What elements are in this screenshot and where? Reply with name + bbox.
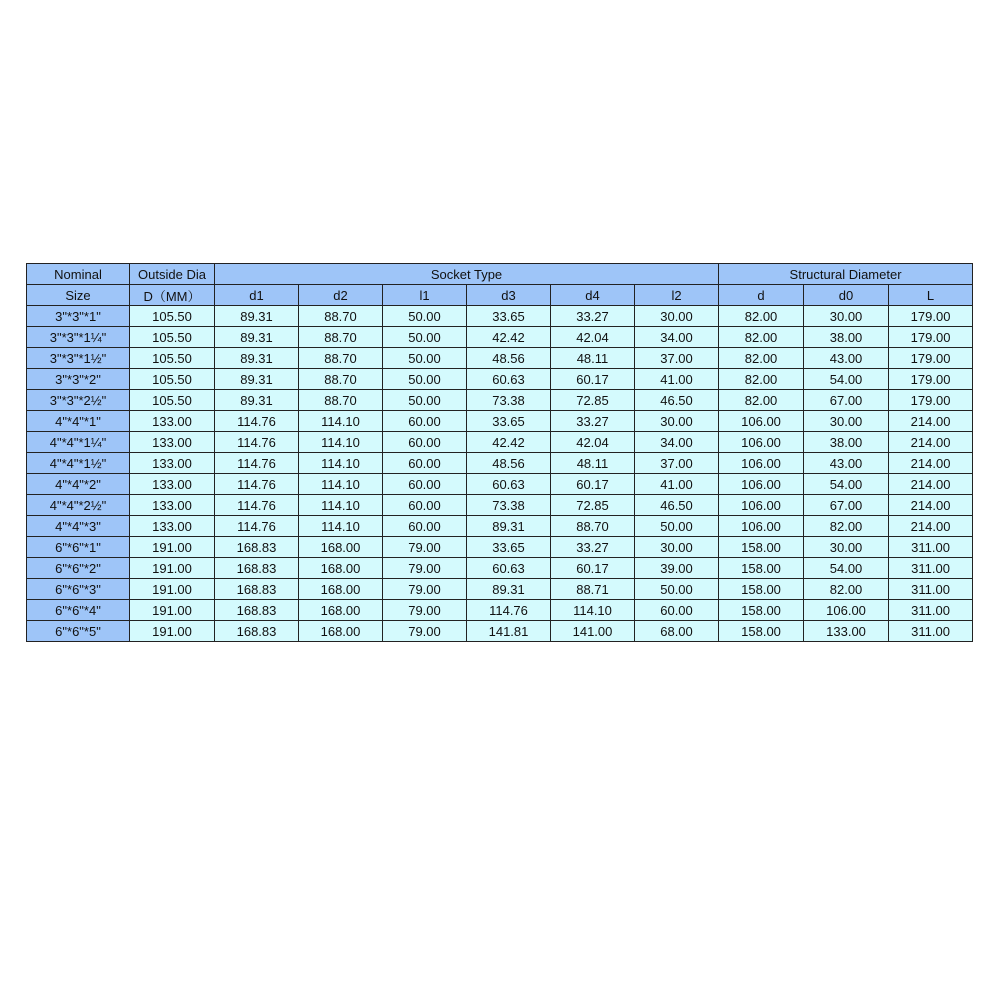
cell-l2: 34.00: [635, 327, 719, 348]
cell-d3: 73.38: [467, 495, 551, 516]
cell-L: 311.00: [889, 621, 973, 642]
cell-d2: 88.70: [299, 369, 383, 390]
cell-l2: 39.00: [635, 558, 719, 579]
cell-outside-dia: 191.00: [130, 558, 215, 579]
cell-L: 179.00: [889, 327, 973, 348]
cell-L: 311.00: [889, 558, 973, 579]
cell-l1: 60.00: [383, 453, 467, 474]
cell-outside-dia: 133.00: [130, 453, 215, 474]
cell-outside-dia: 191.00: [130, 579, 215, 600]
table-row: [27, 348, 973, 369]
cell-d1: 168.83: [215, 579, 299, 600]
cell-d4: 114.10: [551, 600, 635, 621]
cell-l1: 50.00: [383, 348, 467, 369]
cell-outside-dia: 191.00: [130, 621, 215, 642]
cell-l2: 41.00: [635, 369, 719, 390]
cell-l1: 50.00: [383, 369, 467, 390]
cell-L: 214.00: [889, 495, 973, 516]
cell-d: 158.00: [719, 600, 804, 621]
cell-d3: 89.31: [467, 579, 551, 600]
cell-l1: 79.00: [383, 621, 467, 642]
cell-d: 158.00: [719, 579, 804, 600]
cell-d4: 60.17: [551, 369, 635, 390]
cell-size: 4"*4"*1": [27, 411, 130, 432]
cell-outside-dia: 105.50: [130, 348, 215, 369]
cell-d: 158.00: [719, 537, 804, 558]
cell-d3: 33.65: [467, 306, 551, 327]
cell-d1: 168.83: [215, 537, 299, 558]
cell-d0: 30.00: [804, 411, 889, 432]
cell-d: 82.00: [719, 348, 804, 369]
header-l2: l2: [635, 285, 719, 306]
cell-d4: 88.71: [551, 579, 635, 600]
cell-d2: 88.70: [299, 327, 383, 348]
cell-d: 106.00: [719, 432, 804, 453]
table-header: [27, 264, 973, 306]
cell-d2: 114.10: [299, 474, 383, 495]
cell-L: 179.00: [889, 348, 973, 369]
cell-d3: 33.65: [467, 537, 551, 558]
cell-d0: 38.00: [804, 327, 889, 348]
cell-d0: 30.00: [804, 306, 889, 327]
cell-d: 106.00: [719, 516, 804, 537]
cell-size: 3"*3"*2½": [27, 390, 130, 411]
cell-d1: 168.83: [215, 558, 299, 579]
cell-l1: 60.00: [383, 474, 467, 495]
cell-outside-dia: 133.00: [130, 474, 215, 495]
cell-L: 311.00: [889, 579, 973, 600]
cell-d3: 42.42: [467, 432, 551, 453]
cell-L: 179.00: [889, 306, 973, 327]
cell-d4: 48.11: [551, 453, 635, 474]
cell-l1: 79.00: [383, 537, 467, 558]
cell-d2: 88.70: [299, 348, 383, 369]
table-row: [27, 537, 973, 558]
header-structural-diameter: Structural Diameter: [719, 264, 973, 285]
cell-l1: 60.00: [383, 432, 467, 453]
table-row: [27, 369, 973, 390]
cell-l2: 30.00: [635, 306, 719, 327]
cell-d2: 114.10: [299, 453, 383, 474]
table-row: [27, 306, 973, 327]
cell-d1: 114.76: [215, 495, 299, 516]
cell-d0: 133.00: [804, 621, 889, 642]
cell-d2: 168.00: [299, 558, 383, 579]
cell-l1: 60.00: [383, 516, 467, 537]
table-row: [27, 579, 973, 600]
cell-d4: 72.85: [551, 390, 635, 411]
cell-d2: 88.70: [299, 390, 383, 411]
cell-d2: 114.10: [299, 432, 383, 453]
cell-size: 6"*6"*1": [27, 537, 130, 558]
cell-d: 106.00: [719, 474, 804, 495]
cell-l2: 60.00: [635, 600, 719, 621]
cell-l2: 68.00: [635, 621, 719, 642]
table-row: [27, 474, 973, 495]
cell-size: 3"*3"*1": [27, 306, 130, 327]
cell-d0: 54.00: [804, 369, 889, 390]
cell-d2: 88.70: [299, 306, 383, 327]
header-socket-type: Socket Type: [215, 264, 719, 285]
cell-d3: 48.56: [467, 348, 551, 369]
cell-l1: 60.00: [383, 495, 467, 516]
header-row-columns: [27, 285, 973, 306]
cell-d2: 168.00: [299, 621, 383, 642]
header-d4: d4: [551, 285, 635, 306]
spec-sheet: [26, 263, 972, 642]
cell-d2: 168.00: [299, 537, 383, 558]
cell-l1: 50.00: [383, 306, 467, 327]
cell-d: 82.00: [719, 369, 804, 390]
cell-L: 214.00: [889, 432, 973, 453]
cell-d1: 114.76: [215, 411, 299, 432]
cell-d4: 141.00: [551, 621, 635, 642]
header-d-mm: D（MM）: [130, 285, 215, 306]
cell-outside-dia: 133.00: [130, 516, 215, 537]
cell-l1: 79.00: [383, 600, 467, 621]
cell-d4: 33.27: [551, 306, 635, 327]
cell-d: 106.00: [719, 453, 804, 474]
cell-d3: 114.76: [467, 600, 551, 621]
cell-l2: 50.00: [635, 579, 719, 600]
cell-d0: 67.00: [804, 495, 889, 516]
cell-d0: 67.00: [804, 390, 889, 411]
cell-L: 214.00: [889, 411, 973, 432]
cell-outside-dia: 105.50: [130, 327, 215, 348]
cell-outside-dia: 105.50: [130, 306, 215, 327]
cell-d: 106.00: [719, 495, 804, 516]
table-row: [27, 327, 973, 348]
cell-d1: 89.31: [215, 348, 299, 369]
cell-size: 4"*4"*2": [27, 474, 130, 495]
cell-d0: 43.00: [804, 453, 889, 474]
cell-outside-dia: 105.50: [130, 390, 215, 411]
cell-d3: 141.81: [467, 621, 551, 642]
cell-size: 4"*4"*3": [27, 516, 130, 537]
cell-d4: 42.04: [551, 432, 635, 453]
cell-d1: 89.31: [215, 306, 299, 327]
cell-size: 3"*3"*1½": [27, 348, 130, 369]
table-row: [27, 516, 973, 537]
cell-outside-dia: 133.00: [130, 432, 215, 453]
cell-d1: 89.31: [215, 369, 299, 390]
cell-d2: 114.10: [299, 516, 383, 537]
cell-d0: 82.00: [804, 579, 889, 600]
cell-l2: 37.00: [635, 348, 719, 369]
table-row: [27, 600, 973, 621]
cell-l2: 46.50: [635, 390, 719, 411]
cell-d0: 54.00: [804, 558, 889, 579]
cell-l2: 50.00: [635, 516, 719, 537]
cell-l2: 30.00: [635, 411, 719, 432]
cell-d3: 33.65: [467, 411, 551, 432]
cell-l1: 79.00: [383, 558, 467, 579]
cell-d2: 168.00: [299, 600, 383, 621]
cell-d1: 114.76: [215, 453, 299, 474]
cell-size: 6"*6"*3": [27, 579, 130, 600]
cell-d3: 60.63: [467, 369, 551, 390]
table-row: [27, 558, 973, 579]
table-row: [27, 495, 973, 516]
cell-size: 6"*6"*4": [27, 600, 130, 621]
cell-size: 4"*4"*1¼": [27, 432, 130, 453]
header-d2: d2: [299, 285, 383, 306]
cell-size: 4"*4"*1½": [27, 453, 130, 474]
cell-d2: 114.10: [299, 411, 383, 432]
cell-d3: 48.56: [467, 453, 551, 474]
cell-d4: 33.27: [551, 537, 635, 558]
cell-d4: 48.11: [551, 348, 635, 369]
cell-d3: 42.42: [467, 327, 551, 348]
cell-d4: 33.27: [551, 411, 635, 432]
cell-outside-dia: 191.00: [130, 600, 215, 621]
cell-d1: 168.83: [215, 621, 299, 642]
header-outside-dia: Outside Dia: [130, 264, 215, 285]
table-row: [27, 432, 973, 453]
cell-l1: 60.00: [383, 411, 467, 432]
cell-d: 158.00: [719, 558, 804, 579]
table-row: [27, 411, 973, 432]
cell-d: 82.00: [719, 390, 804, 411]
cell-size: 6"*6"*5": [27, 621, 130, 642]
cell-l2: 34.00: [635, 432, 719, 453]
cell-d0: 54.00: [804, 474, 889, 495]
table-row: [27, 390, 973, 411]
cell-l1: 79.00: [383, 579, 467, 600]
cell-d4: 72.85: [551, 495, 635, 516]
cell-d3: 60.63: [467, 474, 551, 495]
cell-d: 158.00: [719, 621, 804, 642]
header-L: L: [889, 285, 973, 306]
header-d1: d1: [215, 285, 299, 306]
cell-outside-dia: 133.00: [130, 411, 215, 432]
cell-d3: 73.38: [467, 390, 551, 411]
cell-L: 214.00: [889, 453, 973, 474]
cell-outside-dia: 191.00: [130, 537, 215, 558]
cell-l2: 37.00: [635, 453, 719, 474]
header-d3: d3: [467, 285, 551, 306]
fitting-dimension-table: [26, 263, 973, 642]
header-l1: l1: [383, 285, 467, 306]
cell-d4: 88.70: [551, 516, 635, 537]
header-nominal: Nominal: [27, 264, 130, 285]
cell-L: 179.00: [889, 369, 973, 390]
cell-l2: 41.00: [635, 474, 719, 495]
header-d0: d0: [804, 285, 889, 306]
header-d: d: [719, 285, 804, 306]
cell-d0: 106.00: [804, 600, 889, 621]
header-size: Size: [27, 285, 130, 306]
cell-d3: 89.31: [467, 516, 551, 537]
cell-l1: 50.00: [383, 390, 467, 411]
cell-l2: 30.00: [635, 537, 719, 558]
cell-d1: 114.76: [215, 516, 299, 537]
cell-size: 4"*4"*2½": [27, 495, 130, 516]
cell-size: 3"*3"*1¼": [27, 327, 130, 348]
header-row-group: [27, 264, 973, 285]
cell-l2: 46.50: [635, 495, 719, 516]
cell-d0: 38.00: [804, 432, 889, 453]
cell-l1: 50.00: [383, 327, 467, 348]
cell-d: 82.00: [719, 327, 804, 348]
cell-d1: 114.76: [215, 474, 299, 495]
cell-d: 82.00: [719, 306, 804, 327]
cell-size: 6"*6"*2": [27, 558, 130, 579]
cell-d4: 42.04: [551, 327, 635, 348]
table-row: [27, 621, 973, 642]
cell-d1: 168.83: [215, 600, 299, 621]
cell-d: 106.00: [719, 411, 804, 432]
cell-d2: 114.10: [299, 495, 383, 516]
cell-d0: 82.00: [804, 516, 889, 537]
cell-L: 311.00: [889, 537, 973, 558]
cell-L: 179.00: [889, 390, 973, 411]
table-body: [27, 306, 973, 642]
cell-d1: 89.31: [215, 390, 299, 411]
cell-d0: 30.00: [804, 537, 889, 558]
cell-d0: 43.00: [804, 348, 889, 369]
cell-d2: 168.00: [299, 579, 383, 600]
cell-outside-dia: 133.00: [130, 495, 215, 516]
cell-d1: 114.76: [215, 432, 299, 453]
cell-L: 214.00: [889, 516, 973, 537]
cell-L: 311.00: [889, 600, 973, 621]
cell-d3: 60.63: [467, 558, 551, 579]
cell-d1: 89.31: [215, 327, 299, 348]
cell-d4: 60.17: [551, 558, 635, 579]
table-row: [27, 453, 973, 474]
cell-d4: 60.17: [551, 474, 635, 495]
cell-size: 3"*3"*2": [27, 369, 130, 390]
cell-L: 214.00: [889, 474, 973, 495]
cell-outside-dia: 105.50: [130, 369, 215, 390]
